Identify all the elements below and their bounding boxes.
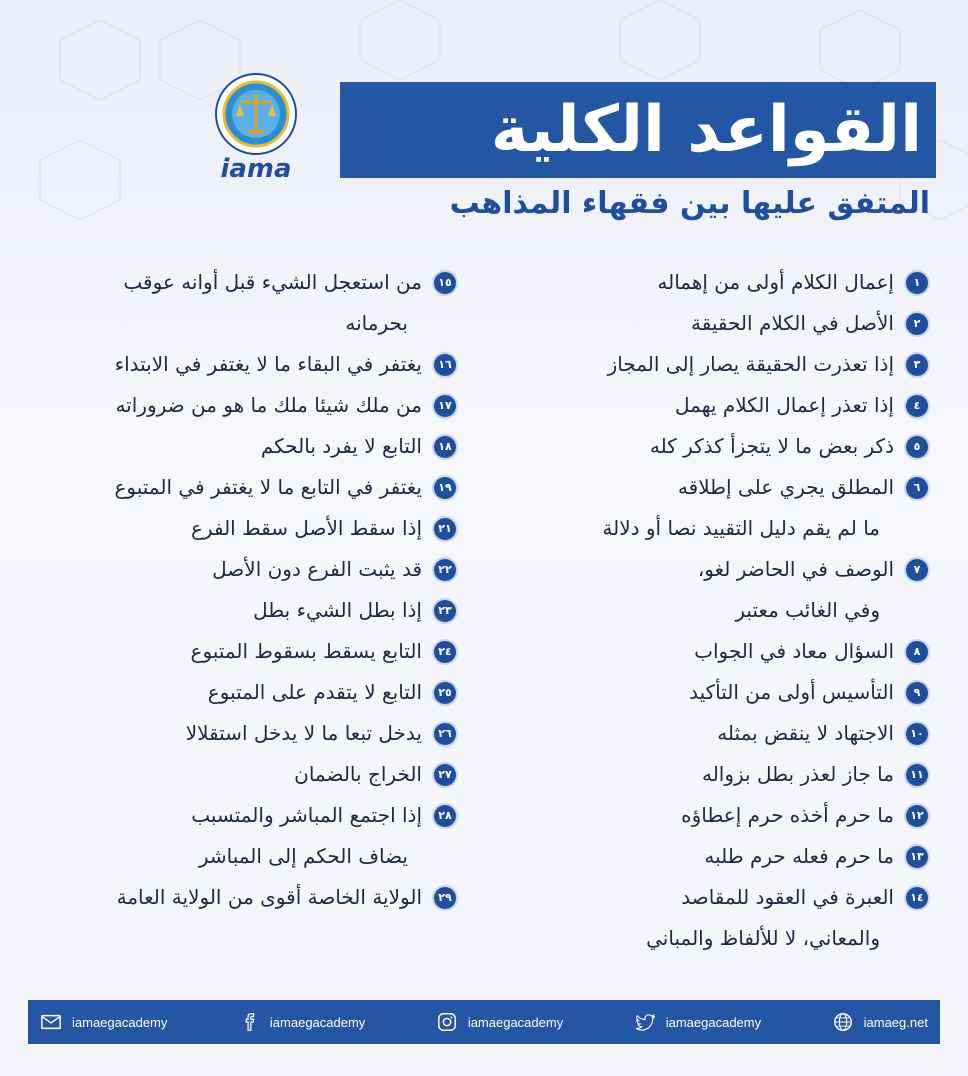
rule-text: إعمال الكلام أولى من إهماله	[657, 270, 894, 294]
rule-text: والمعاني، لا للألفاظ والمباني	[646, 926, 880, 950]
rule-text: ما حرم أخذه حرم إعطاؤه	[681, 803, 894, 827]
footer-facebook[interactable]	[238, 1011, 365, 1033]
rule-number-badge: ١٤	[906, 887, 928, 909]
rule-number-badge: ١٥	[434, 272, 456, 294]
rule-text: إذا اجتمع المباشر والمتسبب	[191, 803, 422, 827]
rule-item	[508, 467, 928, 508]
academy-logo	[208, 72, 304, 184]
title-banner	[340, 82, 936, 178]
rule-text: يغتفر في البقاء ما لا يغتفر في الابتداء	[114, 352, 422, 376]
rule-text: الولاية الخاصة أقوى من الولاية العامة	[116, 885, 422, 909]
rule-item	[508, 754, 928, 795]
rule-text: ما حرم فعله حرم طلبه	[704, 844, 894, 868]
rule-number-badge: ٢٩	[434, 887, 456, 909]
rule-number-badge: ٨	[906, 641, 928, 663]
rule-text: التأسيس أولى من التأكيد	[689, 680, 894, 704]
rule-text: إذا بطل الشيء بطل	[253, 598, 422, 622]
rule-item	[508, 303, 928, 344]
rule-item-continuation	[16, 303, 456, 344]
rule-item	[16, 631, 456, 672]
rule-number-badge: ١٧	[434, 395, 456, 417]
rule-number-badge: ٢٤	[434, 641, 456, 663]
rule-item	[508, 877, 928, 918]
rule-item	[508, 262, 928, 303]
rule-item	[16, 344, 456, 385]
logo-text: iama	[220, 154, 292, 184]
rule-item	[16, 467, 456, 508]
rule-text: المطلق يجري على إطلاقه	[677, 475, 894, 499]
rule-number-badge: ٢٢	[434, 559, 456, 581]
rule-item	[16, 877, 456, 918]
footer-website-text: iamaeg.net	[863, 1014, 928, 1030]
footer-bar	[28, 1000, 940, 1044]
rule-number-badge: ٢٨	[434, 805, 456, 827]
rule-text: التابع لا يتقدم على المتبوع	[207, 680, 422, 704]
rule-text: العبرة في العقود للمقاصد	[681, 885, 894, 909]
rule-text: الاجتهاد لا ينقض بمثله	[717, 721, 894, 745]
rule-text: إذا تعذر إعمال الكلام يهمل	[674, 393, 894, 417]
rule-text: قد يثبت الفرع دون الأصل	[212, 557, 422, 581]
footer-twitter[interactable]	[634, 1011, 761, 1033]
rule-item-continuation	[508, 590, 928, 631]
scales-emblem-icon	[214, 72, 298, 156]
rule-number-badge: ١٠	[906, 723, 928, 745]
rule-item	[508, 344, 928, 385]
rule-number-badge: ٢٣	[434, 600, 456, 622]
rules-column-right	[508, 262, 928, 959]
rule-number-badge: ٢٧	[434, 764, 456, 786]
rule-text: من استعجل الشيء قبل أوانه عوقب	[123, 270, 422, 294]
rule-text: الوصف في الحاضر لغو،	[697, 557, 894, 581]
rule-text: الأصل في الكلام الحقيقة	[691, 311, 894, 335]
rule-text: التابع لا يفرد بالحكم	[260, 434, 422, 458]
rule-text: بحرمانه	[345, 311, 408, 335]
rule-number-badge: ٥	[906, 436, 928, 458]
rule-text: إذا تعذرت الحقيقة يصار إلى المجاز	[607, 352, 894, 376]
rule-item	[16, 754, 456, 795]
rule-item	[508, 836, 928, 877]
rule-item	[16, 262, 456, 303]
footer-twitter-text: iamaegacademy	[665, 1014, 762, 1030]
rule-item	[508, 713, 928, 754]
rules-column-left	[16, 262, 456, 918]
footer-email-text: iamaegacademy	[72, 1014, 168, 1030]
globe-icon	[832, 1011, 854, 1033]
page-subtitle: المتفق عليها بين فقهاء المذاهب	[449, 186, 930, 221]
rule-text: ما لم يقم دليل التقييد نصا أو دلالة	[602, 516, 880, 540]
twitter-icon	[634, 1011, 656, 1033]
rule-number-badge: ١	[906, 272, 928, 294]
rule-text: إذا سقط الأصل سقط الفرع	[191, 516, 422, 540]
footer-instagram[interactable]	[436, 1011, 563, 1033]
rule-text: وفي الغائب معتبر	[735, 598, 880, 622]
footer-website[interactable]	[832, 1011, 928, 1033]
rule-text: السؤال معاد في الجواب	[694, 639, 894, 663]
rule-text: الخراج بالضمان	[294, 762, 422, 786]
rule-item	[508, 795, 928, 836]
rule-text: ذكر بعض ما لا يتجزأ كذكر كله	[649, 434, 894, 458]
rule-item	[508, 549, 928, 590]
facebook-icon	[238, 1011, 260, 1033]
rule-number-badge: ٧	[906, 559, 928, 581]
rule-number-badge: ٤	[906, 395, 928, 417]
rule-number-badge: ٩	[906, 682, 928, 704]
rule-item	[16, 590, 456, 631]
rule-item	[16, 385, 456, 426]
rule-number-badge: ٦	[906, 477, 928, 499]
rule-text: يغتفر في التابع ما لا يغتفر في المتبوع	[114, 475, 422, 499]
rule-item	[16, 549, 456, 590]
rule-text: من ملك شيئا ملك ما هو من ضروراته	[115, 393, 422, 417]
rule-item	[16, 672, 456, 713]
rule-text: يضاف الحكم إلى المباشر	[198, 844, 408, 868]
footer-email[interactable]	[40, 1011, 167, 1033]
rule-item	[508, 631, 928, 672]
rule-item-continuation	[16, 836, 456, 877]
rule-number-badge: ٢٦	[434, 723, 456, 745]
rule-number-badge: ١٦	[434, 354, 456, 376]
rule-number-badge: ١٨	[434, 436, 456, 458]
rule-item-continuation	[508, 508, 928, 549]
rule-item	[508, 385, 928, 426]
rule-number-badge: ٢	[906, 313, 928, 335]
rule-item	[508, 426, 928, 467]
rule-number-badge: ١١	[906, 764, 928, 786]
rule-text: يدخل تبعا ما لا يدخل استقلالا	[185, 721, 422, 745]
rule-item	[16, 713, 456, 754]
page-title: القواعد الكلية	[490, 93, 922, 167]
rule-number-badge: ٢٥	[434, 682, 456, 704]
rule-number-badge: ١٩	[434, 477, 456, 499]
rule-item	[16, 426, 456, 467]
rule-number-badge: ٣	[906, 354, 928, 376]
rule-item-continuation	[508, 918, 928, 959]
rule-number-badge: ١٢	[906, 805, 928, 827]
rule-text: ما جاز لعذر بطل بزواله	[701, 762, 894, 786]
rule-number-badge: ٢١	[434, 518, 456, 540]
rule-item	[16, 508, 456, 549]
instagram-icon	[436, 1011, 458, 1033]
rule-item	[16, 795, 456, 836]
envelope-icon	[40, 1011, 62, 1033]
footer-instagram-text: iamaegacademy	[467, 1014, 564, 1030]
rule-text: التابع يسقط بسقوط المتبوع	[190, 639, 422, 663]
footer-facebook-text: iamaegacademy	[269, 1014, 366, 1030]
rule-number-badge: ١٣	[906, 846, 928, 868]
rule-item	[508, 672, 928, 713]
